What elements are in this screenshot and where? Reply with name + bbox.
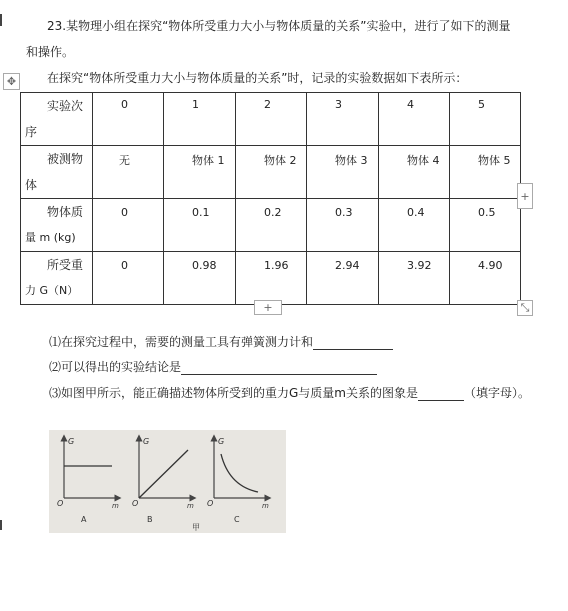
table-cell[interactable] <box>379 199 450 252</box>
table-cell-value: 物体 3 <box>335 154 368 167</box>
table-cell[interactable] <box>307 146 379 199</box>
table-cell[interactable] <box>164 252 236 305</box>
graph-c <box>207 437 269 524</box>
sub-question-3: ⑶如图甲所示，能正确描述物体所受到的重力G与质量m关系的图象是 （填字母）。 <box>49 386 531 400</box>
table-cell-value: 2.94 <box>335 259 360 272</box>
row-header-line2: 力 G（N） <box>25 284 79 297</box>
graph-b-letter: B <box>147 515 153 524</box>
margin-mark-top <box>0 14 2 26</box>
table-cell-value: 4.90 <box>478 259 503 272</box>
table-resize-handle-icon[interactable]: ⤡ <box>517 300 533 316</box>
table-cell[interactable] <box>307 199 379 252</box>
table-cell[interactable] <box>164 93 236 146</box>
row-header-line1: 实验次 <box>47 99 84 113</box>
table-move-handle-icon[interactable]: ✥ <box>3 73 20 90</box>
table-cell[interactable] <box>450 93 521 146</box>
row-header-cell[interactable] <box>21 252 93 305</box>
table-cell-value: 0.3 <box>335 206 353 219</box>
answer-blank-3[interactable] <box>418 388 464 401</box>
table-cell-value: 0 <box>121 259 128 272</box>
sub-question-2: ⑵可以得出的实验结论是 <box>49 358 377 375</box>
table-cell[interactable] <box>164 199 236 252</box>
table-cell[interactable] <box>93 252 164 305</box>
row-header-cell[interactable] <box>21 93 93 146</box>
table-cell-value: 物体 4 <box>407 154 440 167</box>
question-intro-line2: 和操作。 <box>26 45 75 59</box>
row-header-line2: 序 <box>25 125 38 139</box>
table-cell-value: 物体 2 <box>264 154 297 167</box>
graph-a-y-label: G <box>68 437 75 446</box>
table-cell-value: 5 <box>478 98 485 111</box>
row-header-cell[interactable] <box>21 146 93 199</box>
question-intro-line1: 23.某物理小组在探究“物体所受重力大小与物体质量的关系”实验中，进行了如下的测量 <box>47 19 511 33</box>
row-header-line2: 体 <box>25 178 38 192</box>
graph-b-y-label: G <box>143 437 150 446</box>
table-row <box>21 252 521 305</box>
table-cell[interactable] <box>93 199 164 252</box>
table-cell-value: 0.98 <box>192 259 217 272</box>
graph-b <box>132 437 194 524</box>
table-lead-text: 在探究“物体所受重力大小与物体质量的关系”时，记录的实验数据如下表所示： <box>47 71 468 85</box>
table-cell[interactable] <box>450 146 521 199</box>
table-cell[interactable] <box>379 146 450 199</box>
table-cell-value: 0.2 <box>264 206 282 219</box>
table-cell[interactable] <box>236 93 307 146</box>
table-cell-value: 物体 1 <box>192 154 225 167</box>
row-header-line2: 量 m (kg) <box>25 231 76 244</box>
table-row <box>21 146 521 199</box>
answer-blank-2[interactable] <box>181 362 377 375</box>
table-cell[interactable] <box>236 146 307 199</box>
table-row <box>21 93 521 146</box>
table-cell[interactable] <box>307 252 379 305</box>
graph-c-y-label: G <box>218 437 225 446</box>
graph-a <box>57 437 119 524</box>
graph-a-origin: O <box>57 499 64 508</box>
table-cell-value: 4 <box>407 98 414 111</box>
table-cell[interactable] <box>379 93 450 146</box>
row-header-line1: 物体质 <box>47 205 84 219</box>
margin-mark-bottom <box>0 520 2 530</box>
graph-c-x-label: m <box>262 502 269 510</box>
data-table <box>20 92 521 305</box>
answer-blank-1[interactable] <box>313 337 393 350</box>
table-cell[interactable] <box>93 93 164 146</box>
table-cell-value: 0 <box>121 206 128 219</box>
add-row-button[interactable]: + <box>254 300 282 315</box>
table-cell[interactable] <box>164 146 236 199</box>
table-cell-value: 0 <box>121 98 128 111</box>
table-cell[interactable] <box>236 252 307 305</box>
figure-jia <box>49 430 286 533</box>
table-cell-value: 无 <box>119 154 130 167</box>
graph-a-letter: A <box>81 515 87 524</box>
table-cell[interactable] <box>307 93 379 146</box>
graph-a-x-label: m <box>112 502 119 510</box>
row-header-line1: 所受重 <box>47 258 84 272</box>
table-cell-value: 3 <box>335 98 342 111</box>
table-cell-value: 0.4 <box>407 206 425 219</box>
graph-b-x-label: m <box>187 502 194 510</box>
table-cell[interactable] <box>93 146 164 199</box>
table-cell[interactable] <box>379 252 450 305</box>
row-header-line1: 被测物 <box>47 152 84 166</box>
table-cell-value: 3.92 <box>407 259 432 272</box>
table-cell[interactable] <box>450 199 521 252</box>
table-cell-value: 1 <box>192 98 199 111</box>
table-cell-value: 2 <box>264 98 271 111</box>
table-cell[interactable] <box>450 252 521 305</box>
graph-b-origin: O <box>132 499 139 508</box>
add-column-button[interactable]: + <box>517 183 533 209</box>
table-cell-value: 物体 5 <box>478 154 511 167</box>
table-cell-value: 0.1 <box>192 206 210 219</box>
table-cell-value: 1.96 <box>264 259 289 272</box>
graph-c-origin: O <box>207 499 214 508</box>
graph-c-letter: C <box>234 515 240 524</box>
table-cell-value: 0.5 <box>478 206 496 219</box>
table-row <box>21 199 521 252</box>
graph-b-line <box>139 450 188 498</box>
table-cell[interactable] <box>236 199 307 252</box>
graph-c-curve <box>221 454 258 492</box>
graphs-svg <box>49 430 286 533</box>
sub-question-1: ⑴在探究过程中，需要的测量工具有弹簧测力计和 <box>49 333 393 350</box>
row-header-cell[interactable] <box>21 199 93 252</box>
figure-caption: 甲 <box>192 523 200 532</box>
